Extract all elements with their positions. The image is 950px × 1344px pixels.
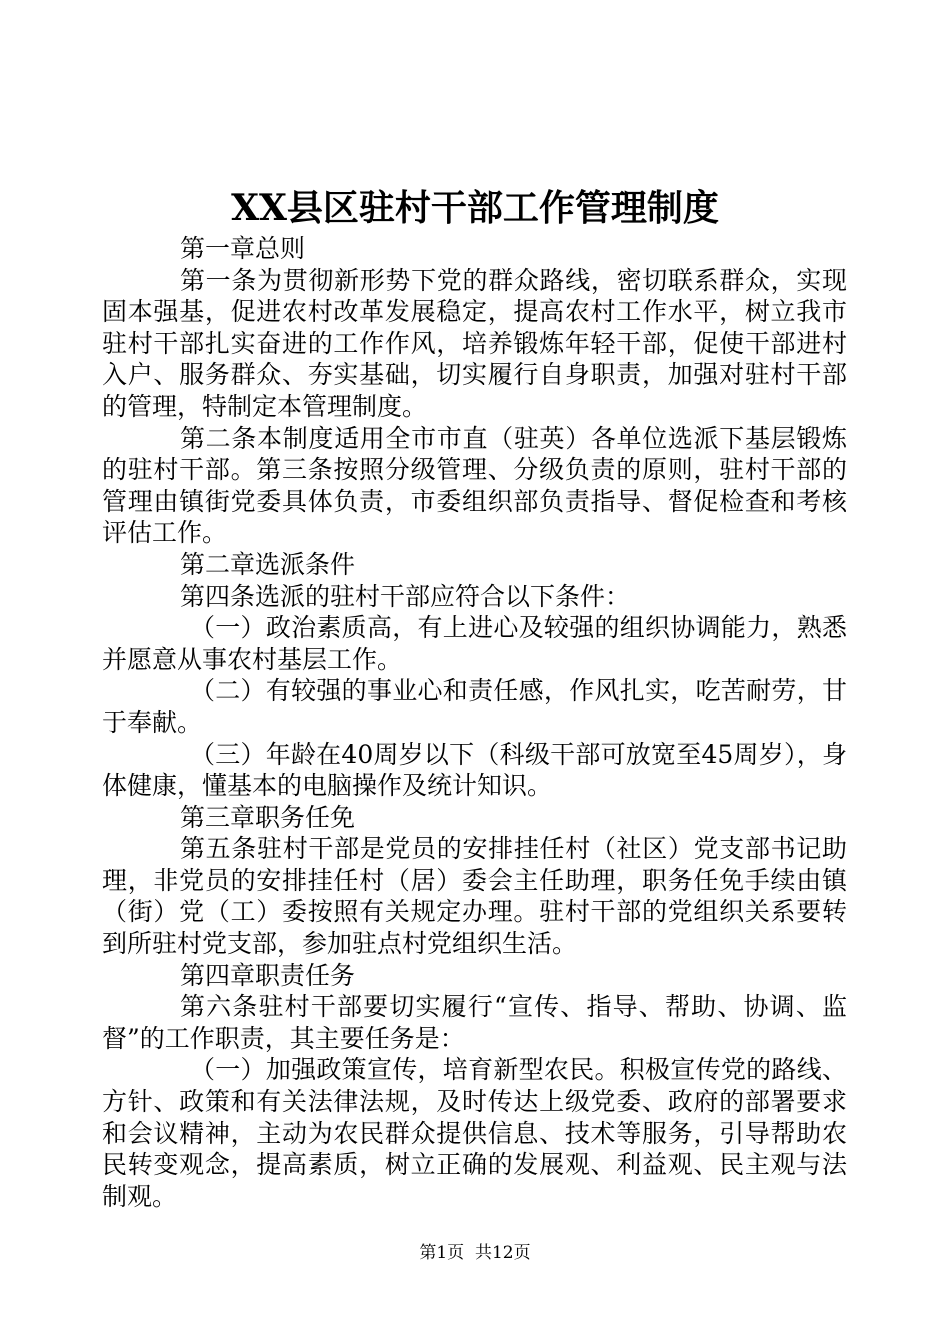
article-paragraph: 第六条驻村干部要切实履行“宣传、指导、帮助、协调、监督”的工作职责，其主要任务是： [102, 992, 847, 1053]
article-paragraph: 第五条驻村干部是党员的安排挂任村（社区）党支部书记助理，非党员的安排挂任村（居）委会主任助理，职务任免手续由镇（街）党（工）委按照有关规定办理。驻村干部的党组织关系要转到所驻村党支部，参加驻点村党组织生活。 [102, 834, 847, 959]
document-body [102, 233, 847, 1212]
article-paragraph: 第二条本制度适用全市市直（驻英）各单位选派下基层锻炼的驻村干部。第三条按照分级管理、分级负责的原则，驻村干部的管理由镇街党委具体负责，市委组织部负责指导、督促检查和考核评估工作。 [102, 423, 847, 548]
document-title: XX县区驻村干部工作管理制度 [231, 187, 719, 229]
article-paragraph: 第四条选派的驻村干部应符合以下条件： [180, 581, 631, 611]
chapter-heading: 第一章总则 [180, 234, 306, 263]
list-item-paragraph: （二）有较强的事业心和责任感，作风扎实，吃苦耐劳，甘于奉献。 [102, 676, 847, 737]
list-item-paragraph: （三）年龄在40周岁以下（科级干部可放宽至45周岁），身体健康，懂基本的电脑操作及统计知识。 [102, 739, 847, 801]
chapter-heading: 第四章职责任务 [180, 960, 356, 990]
list-item-paragraph: （一）政治素质高，有上进心及较强的组织协调能力，熟悉并愿意从事农村基层工作。 [102, 613, 847, 674]
chapter-heading: 第三章职务任免 [180, 802, 356, 832]
page-footer [0, 1241, 950, 1265]
article-paragraph: 第一条为贯彻新形势下党的群众路线，密切联系群众，实现固本强基，促进农村改革发展稳定，提高农村工作水平，树立我市驻村干部扎实奋进的工作作风，培养锻炼年轻干部，促使干部进村入户、服务群众、夯实基础，切实履行自身职责，加强对驻村干部的管理，特制定本管理制度。 [102, 265, 847, 421]
list-item-paragraph: （一）加强政策宣传，培育新型农民。积极宣传党的路线、方针、政策和有关法律法规，及时传达上级党委、政府的部署要求和会议精神，主动为农民群众提供信息、技术等服务，引导帮助农民转变观念，提高素质，树立正确的发展观、利益观、民主观与法制观。 [102, 1055, 847, 1211]
page-number-label: 第1页 共12页 [419, 1243, 531, 1263]
chapter-heading: 第二章选派条件 [180, 549, 356, 579]
